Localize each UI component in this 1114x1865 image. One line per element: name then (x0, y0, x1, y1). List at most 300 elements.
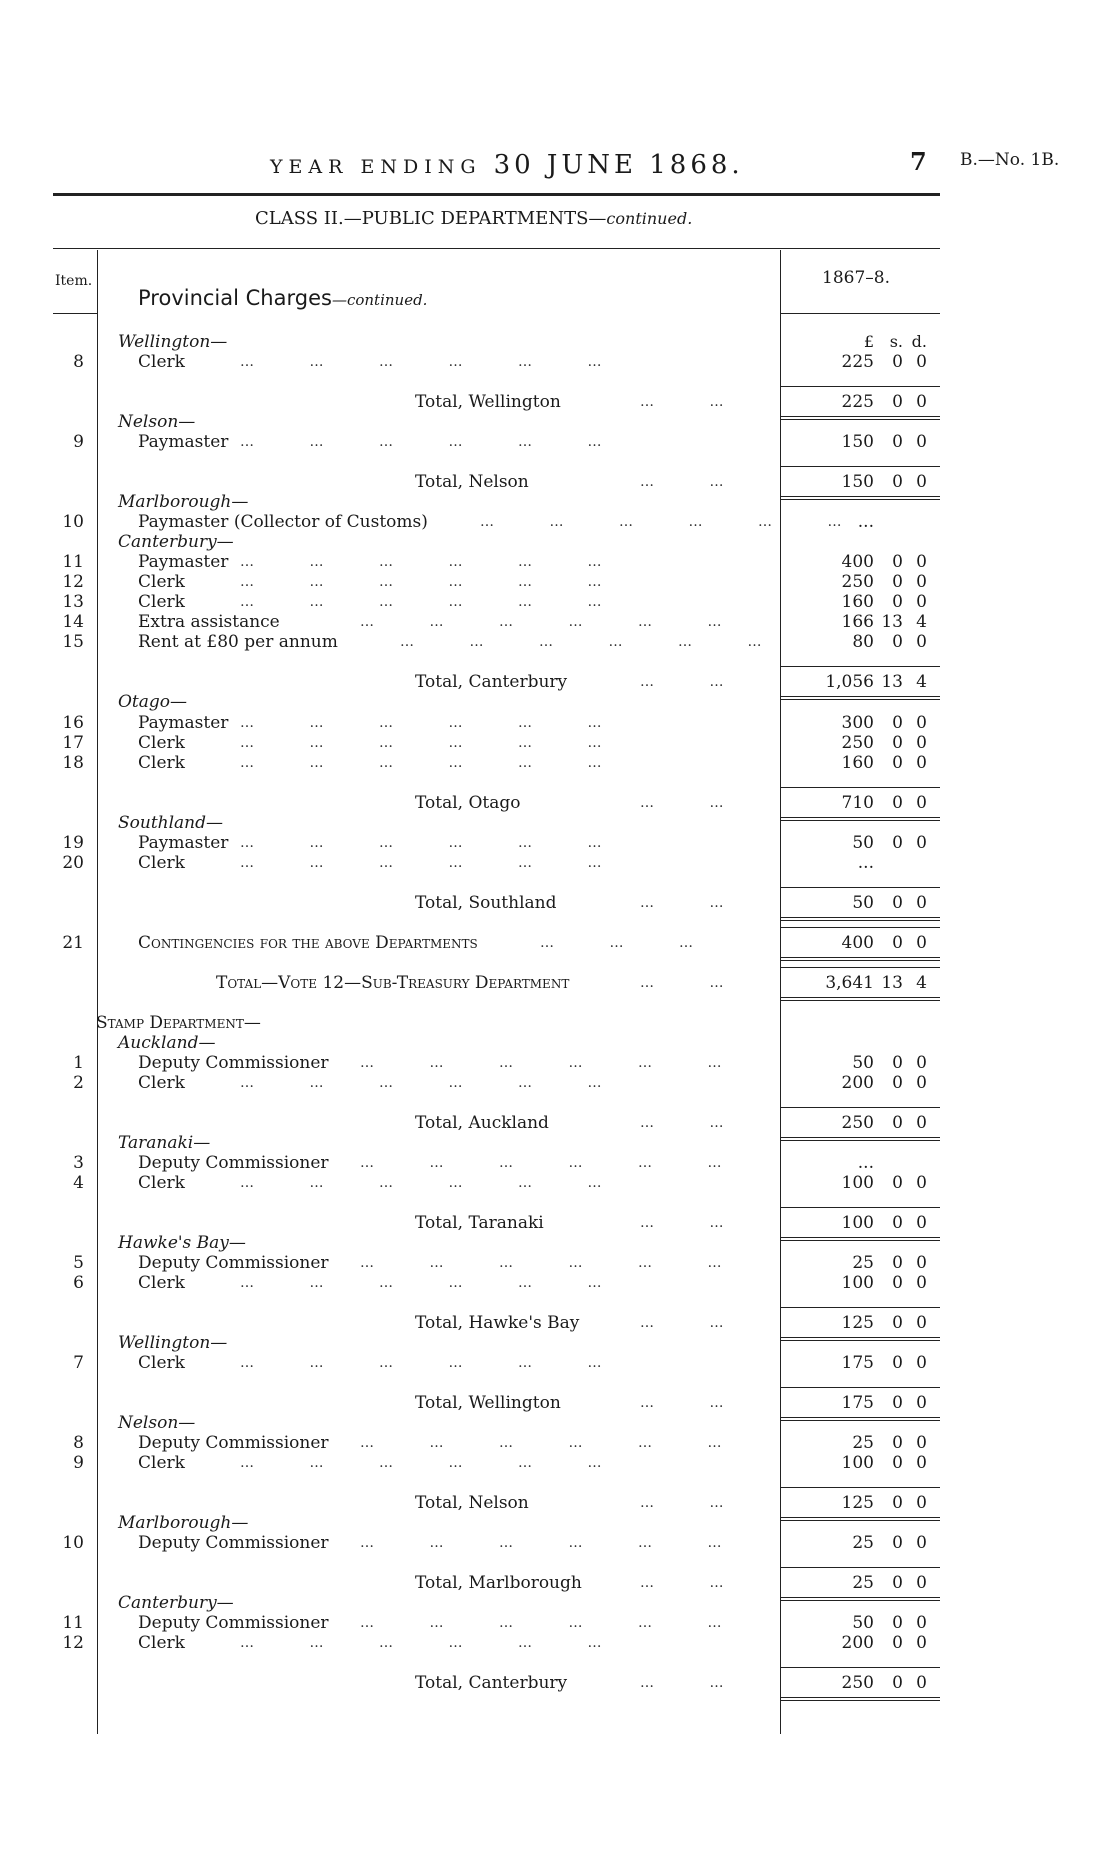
leader-dots: … … … (540, 935, 695, 951)
leader-dots: … … … … … … (240, 1075, 603, 1091)
shillings-value: 0 (892, 1253, 903, 1273)
department-heading: Stamp Department— (96, 1013, 261, 1033)
pounds-value: 25 (852, 1573, 874, 1593)
row-label: Clerk (138, 853, 185, 873)
pence-value: 0 (916, 1453, 927, 1473)
group-heading-row (0, 1033, 1114, 1053)
table-row (0, 1613, 1114, 1633)
table-row (0, 933, 1114, 953)
row-label: Total, Auckland (415, 1113, 549, 1133)
leader-dots: … … … … … … (240, 1635, 603, 1651)
pence-value: 0 (916, 753, 927, 773)
leader-dots: … … (640, 1575, 725, 1591)
shillings-value: 0 (892, 1053, 903, 1073)
row-label: Total, Taranaki (415, 1213, 544, 1233)
leader-dots: … … … … … … (240, 434, 603, 450)
row-label: Total, Canterbury (415, 1673, 568, 1693)
province-heading: Auckland— (118, 1033, 216, 1053)
pounds-value: 200 (841, 1633, 874, 1653)
pounds-value: 1,056 (825, 672, 874, 692)
total-double-rule (780, 997, 940, 998)
pounds-value: 80 (852, 632, 874, 652)
item-number: 16 (62, 713, 84, 733)
row-label: Deputy Commissioner (138, 1053, 329, 1073)
shillings-value: 0 (892, 1633, 903, 1653)
pounds-value: 150 (841, 472, 874, 492)
pounds-value: 160 (841, 592, 874, 612)
row-label: Clerk (138, 1173, 185, 1193)
item-number: 6 (73, 1273, 84, 1293)
group-heading-row (0, 1513, 1114, 1533)
shillings-value: 0 (892, 893, 903, 913)
row-label: Deputy Commissioner (138, 1613, 329, 1633)
leader-dots: … … (640, 1215, 725, 1231)
table-row (0, 753, 1114, 773)
shillings-value: 0 (892, 793, 903, 813)
pounds-value: 125 (841, 1313, 874, 1333)
item-number: 10 (62, 1533, 84, 1553)
pence-value: 0 (916, 1633, 927, 1653)
pence-value: 0 (916, 1273, 927, 1293)
pence-value: 0 (916, 1433, 927, 1453)
amount-header-rule (780, 313, 940, 314)
table-row (0, 1533, 1114, 1553)
row-label: Contingencies for the above Departments (138, 933, 478, 953)
group-heading-row (0, 332, 1114, 352)
total-double-rule (780, 1000, 940, 1001)
pence-value: 0 (916, 1113, 927, 1133)
pounds-value: 100 (841, 1173, 874, 1193)
table-row (0, 1073, 1114, 1093)
total-top-rule (780, 1207, 940, 1208)
province-heading: Otago— (118, 692, 188, 712)
leader-dots: … … … … … … (240, 354, 603, 370)
pence-value: 0 (916, 1533, 927, 1553)
total-top-rule (780, 787, 940, 788)
pounds-value: 160 (841, 753, 874, 773)
item-number: 7 (73, 1353, 84, 1373)
row-label: Clerk (138, 1273, 185, 1293)
table-row (0, 733, 1114, 753)
pence-value: 0 (916, 1573, 927, 1593)
pounds-value: 225 (841, 392, 874, 412)
pence-value: 0 (916, 632, 927, 652)
pence-value: 0 (916, 592, 927, 612)
pounds-value: 250 (841, 1113, 874, 1133)
pounds-value: 25 (852, 1253, 874, 1273)
pounds-value: ... (857, 1153, 874, 1173)
table-row (0, 632, 1114, 652)
shillings-value: 0 (892, 472, 903, 492)
shillings-value: 0 (892, 1073, 903, 1093)
row-label: Total, Nelson (415, 1493, 529, 1513)
pence-value: 4 (916, 672, 927, 692)
pence-value: 0 (916, 893, 927, 913)
total-top-rule (780, 666, 940, 667)
total-double-rule (780, 917, 940, 918)
total-row (0, 1113, 1114, 1133)
table-row (0, 572, 1114, 592)
total-row (0, 893, 1114, 913)
shillings-value: 0 (892, 713, 903, 733)
row-label: Paymaster (138, 432, 229, 452)
total-row (0, 1573, 1114, 1593)
pence-value: 0 (916, 352, 927, 372)
leader-dots: … … … … … … (240, 835, 603, 851)
pence-value: 4 (916, 612, 927, 632)
group-heading-row (0, 532, 1114, 552)
pence-value: 4 (916, 973, 927, 993)
row-label: Paymaster (138, 552, 229, 572)
table-row (0, 1273, 1114, 1293)
page-number: 7 (910, 147, 927, 176)
row-label: Total, Wellington (415, 392, 561, 412)
group-heading-row (0, 1333, 1114, 1353)
leader-dots: … … (640, 1315, 725, 1331)
pounds-value: 50 (852, 1613, 874, 1633)
group-heading-row (0, 492, 1114, 512)
total-top-rule (780, 1107, 940, 1108)
item-number: 8 (73, 352, 84, 372)
total-top-rule (780, 887, 940, 888)
item-number: 2 (73, 1073, 84, 1093)
group-heading-row (0, 1593, 1114, 1613)
total-top-rule (780, 1387, 940, 1388)
shillings-value: 0 (892, 1493, 903, 1513)
leader-dots: … … … … … … (240, 1175, 603, 1191)
row-label: Extra assistance (138, 612, 280, 632)
pounds-value: 250 (841, 1673, 874, 1693)
pence-value: 0 (916, 392, 927, 412)
row-label: Clerk (138, 1073, 185, 1093)
pounds-value: 100 (841, 1213, 874, 1233)
table-row (0, 1173, 1114, 1193)
province-heading: Southland— (118, 813, 224, 833)
leader-dots: … … (640, 1495, 725, 1511)
shillings-value: 0 (892, 352, 903, 372)
total-row (0, 1393, 1114, 1413)
item-number: 19 (62, 833, 84, 853)
total-top-rule (780, 927, 940, 928)
total-double-rule (780, 960, 940, 961)
table-row (0, 833, 1114, 853)
group-heading-row (0, 692, 1114, 712)
pounds-value: 25 (852, 1433, 874, 1453)
pence-value: 0 (916, 1353, 927, 1373)
leader-dots: … … … … … … (360, 1615, 723, 1631)
pence-value: 0 (916, 472, 927, 492)
leader-dots: … … … … … … (240, 1455, 603, 1471)
total-double-rule (780, 920, 940, 921)
table-row (0, 1433, 1114, 1453)
pounds-value: 400 (841, 552, 874, 572)
pence-value: 0 (916, 1213, 927, 1233)
item-number: 9 (73, 432, 84, 452)
pounds-value: 125 (841, 1493, 874, 1513)
shillings-value: 0 (892, 1273, 903, 1293)
pence-value: 0 (916, 572, 927, 592)
row-label: Deputy Commissioner (138, 1533, 329, 1553)
pounds-value: 175 (841, 1393, 874, 1413)
item-number: 17 (62, 733, 84, 753)
item-number: 14 (62, 612, 84, 632)
pence-value: 0 (916, 793, 927, 813)
pounds-unit: £ (863, 332, 874, 351)
shillings-value: 0 (892, 1353, 903, 1373)
province-heading: Marlborough— (118, 492, 249, 512)
shillings-value: 0 (892, 753, 903, 773)
table-row (0, 352, 1114, 372)
shillings-value: 0 (892, 1673, 903, 1693)
item-number: 15 (62, 632, 84, 652)
shillings-value: 0 (892, 1313, 903, 1333)
province-heading: Canterbury— (118, 532, 234, 552)
item-number: 13 (62, 592, 84, 612)
leader-dots: … … … … … … (360, 614, 723, 630)
shillings-value: 0 (892, 432, 903, 452)
pounds-value: 175 (841, 1353, 874, 1373)
shillings-value: 0 (892, 1433, 903, 1453)
leader-dots: … … … … … … (240, 855, 603, 871)
row-label: Clerk (138, 1353, 185, 1373)
row-label: Clerk (138, 352, 185, 372)
pence-value: 0 (916, 833, 927, 853)
total-top-rule (780, 386, 940, 387)
table-row (0, 1153, 1114, 1173)
pounds-value: 25 (852, 1533, 874, 1553)
row-label: Paymaster (138, 713, 229, 733)
item-number: 21 (62, 933, 84, 953)
leader-dots: … … … … … … (240, 755, 603, 771)
pence-value: 0 (916, 432, 927, 452)
row-label: Rent at £80 per annum (138, 632, 338, 652)
total-double-rule (780, 1697, 940, 1698)
row-label: Clerk (138, 1453, 185, 1473)
item-number: 4 (73, 1173, 84, 1193)
province-heading: Nelson— (118, 1413, 196, 1433)
shillings-value: 0 (892, 1613, 903, 1633)
pounds-value: 50 (852, 833, 874, 853)
leader-dots: … … … … … … (360, 1535, 723, 1551)
province-heading: Canterbury— (118, 1593, 234, 1613)
leader-dots: … … … … … … (360, 1055, 723, 1071)
province-heading: Nelson— (118, 412, 196, 432)
shillings-value: 0 (892, 632, 903, 652)
shillings-value: 0 (892, 392, 903, 412)
shillings-value: 0 (892, 1173, 903, 1193)
leader-dots: … … (640, 1115, 725, 1131)
shillings-unit: s. (889, 332, 903, 351)
pounds-value: 3,641 (825, 973, 874, 993)
group-heading-row (0, 412, 1114, 432)
item-number: 20 (62, 853, 84, 873)
group-heading-row (0, 813, 1114, 833)
item-header-rule (53, 313, 97, 314)
row-label: Clerk (138, 592, 185, 612)
leader-dots: … … … … … … (240, 1355, 603, 1371)
shillings-value: 13 (881, 672, 903, 692)
total-row (0, 1313, 1114, 1333)
item-number: 10 (62, 512, 84, 532)
total-double-rule (780, 957, 940, 958)
leader-dots: … … (640, 795, 725, 811)
pounds-value: 166 (841, 612, 874, 632)
total-row (0, 793, 1114, 813)
title-date: 30 JUNE 1868. (493, 150, 744, 180)
pounds-value: 250 (841, 572, 874, 592)
leader-dots: … … (640, 975, 725, 991)
shillings-value: 0 (892, 1453, 903, 1473)
pounds-value: ... (857, 512, 874, 532)
table-top-rule (53, 248, 940, 249)
header-rule (53, 193, 940, 196)
table-row (0, 592, 1114, 612)
item-column-header: Item. (55, 273, 93, 289)
total-double-rule (780, 1700, 940, 1701)
leader-dots: … … (640, 1675, 725, 1691)
leader-dots: … … … … … … (240, 715, 603, 731)
table-row (0, 552, 1114, 572)
item-number: 12 (62, 1633, 84, 1653)
total-row (0, 973, 1114, 993)
pence-value: 0 (916, 733, 927, 753)
total-top-rule (780, 967, 940, 968)
item-number: 11 (62, 552, 84, 572)
total-top-rule (780, 1567, 940, 1568)
pence-value: 0 (916, 713, 927, 733)
total-row (0, 1493, 1114, 1513)
pounds-value: 100 (841, 1453, 874, 1473)
year-column-header: 1867–8. (822, 268, 890, 288)
table-row (0, 1053, 1114, 1073)
province-heading: Marlborough— (118, 1513, 249, 1533)
table-row (0, 432, 1114, 452)
shillings-value: 0 (892, 1533, 903, 1553)
table-row (0, 713, 1114, 733)
item-number: 3 (73, 1153, 84, 1173)
pence-value: 0 (916, 1493, 927, 1513)
total-row (0, 1213, 1114, 1233)
page-running-title: YEAR ENDING 30 JUNE 1868. (270, 150, 744, 180)
item-number: 12 (62, 572, 84, 592)
pence-value: 0 (916, 933, 927, 953)
shillings-value: 0 (892, 1573, 903, 1593)
shillings-value: 0 (892, 1213, 903, 1233)
pence-value: 0 (916, 552, 927, 572)
leader-dots: … … (640, 474, 725, 490)
section-title: Provincial Charges—continued. (138, 286, 428, 310)
item-number: 5 (73, 1253, 84, 1273)
total-row (0, 392, 1114, 412)
total-top-rule (780, 1487, 940, 1488)
shillings-value: 0 (892, 1113, 903, 1133)
leader-dots: … … (640, 674, 725, 690)
pence-unit: d. (911, 332, 927, 351)
pence-value: 0 (916, 1173, 927, 1193)
leader-dots: … … … … … … (400, 634, 763, 650)
row-label: Total, Otago (415, 793, 521, 813)
table-row (0, 612, 1114, 632)
leader-dots: … … … … … … (240, 735, 603, 751)
item-number: 18 (62, 753, 84, 773)
pence-value: 0 (916, 1613, 927, 1633)
row-label: Clerk (138, 733, 185, 753)
leader-dots: … … … … … … (360, 1255, 723, 1271)
group-heading-row (0, 1133, 1114, 1153)
shillings-value: 0 (892, 1393, 903, 1413)
total-row (0, 1673, 1114, 1693)
leader-dots: … … (640, 1395, 725, 1411)
leader-dots: … … … … … … (240, 554, 603, 570)
document-reference: B.—No. 1B. (960, 150, 1060, 170)
pence-value: 0 (916, 1313, 927, 1333)
pounds-value: 150 (841, 432, 874, 452)
table-row (0, 1633, 1114, 1653)
row-label: Clerk (138, 572, 185, 592)
leader-dots: … … … … … … (240, 594, 603, 610)
shillings-value: 0 (892, 572, 903, 592)
group-heading-row (0, 1013, 1114, 1033)
pounds-value: 225 (841, 352, 874, 372)
province-heading: Wellington— (118, 1333, 228, 1353)
row-label: Total, Marlborough (415, 1573, 582, 1593)
shillings-value: 0 (892, 552, 903, 572)
class-title: CLASS II.—PUBLIC DEPARTMENTS—continued. (255, 208, 693, 229)
total-top-rule (780, 466, 940, 467)
pence-value: 0 (916, 1073, 927, 1093)
province-heading: Taranaki— (118, 1133, 211, 1153)
pounds-value: 50 (852, 893, 874, 913)
row-label: Clerk (138, 753, 185, 773)
shillings-value: 0 (892, 592, 903, 612)
table-row (0, 1353, 1114, 1373)
total-top-rule (780, 1667, 940, 1668)
shillings-value: 13 (881, 973, 903, 993)
pence-value: 0 (916, 1253, 927, 1273)
pounds-value: 100 (841, 1273, 874, 1293)
row-label: Deputy Commissioner (138, 1253, 329, 1273)
item-number: 11 (62, 1613, 84, 1633)
row-label: Deputy Commissioner (138, 1153, 329, 1173)
item-number: 1 (73, 1053, 84, 1073)
pounds-value: 710 (841, 793, 874, 813)
pence-value: 0 (916, 1673, 927, 1693)
pounds-value: 200 (841, 1073, 874, 1093)
shillings-value: 0 (892, 933, 903, 953)
pounds-value: 250 (841, 733, 874, 753)
table-row (0, 853, 1114, 873)
row-label: Total, Canterbury (415, 672, 568, 692)
pounds-value: ... (857, 853, 874, 873)
row-label: Clerk (138, 1633, 185, 1653)
shillings-value: 13 (881, 612, 903, 632)
total-row (0, 472, 1114, 492)
leader-dots: … … … … … … (240, 574, 603, 590)
row-label: Total, Hawke's Bay (415, 1313, 580, 1333)
leader-dots: … … (640, 394, 725, 410)
table-row (0, 1253, 1114, 1273)
leader-dots: … … … … … … (240, 1275, 603, 1291)
leader-dots: … … (640, 895, 725, 911)
table-row (0, 512, 1114, 532)
pence-value: 0 (916, 1053, 927, 1073)
pounds-value: 400 (841, 933, 874, 953)
total-top-rule (780, 1307, 940, 1308)
item-number: 8 (73, 1433, 84, 1453)
total-row (0, 672, 1114, 692)
row-label: Total, Nelson (415, 472, 529, 492)
pounds-value: 300 (841, 713, 874, 733)
